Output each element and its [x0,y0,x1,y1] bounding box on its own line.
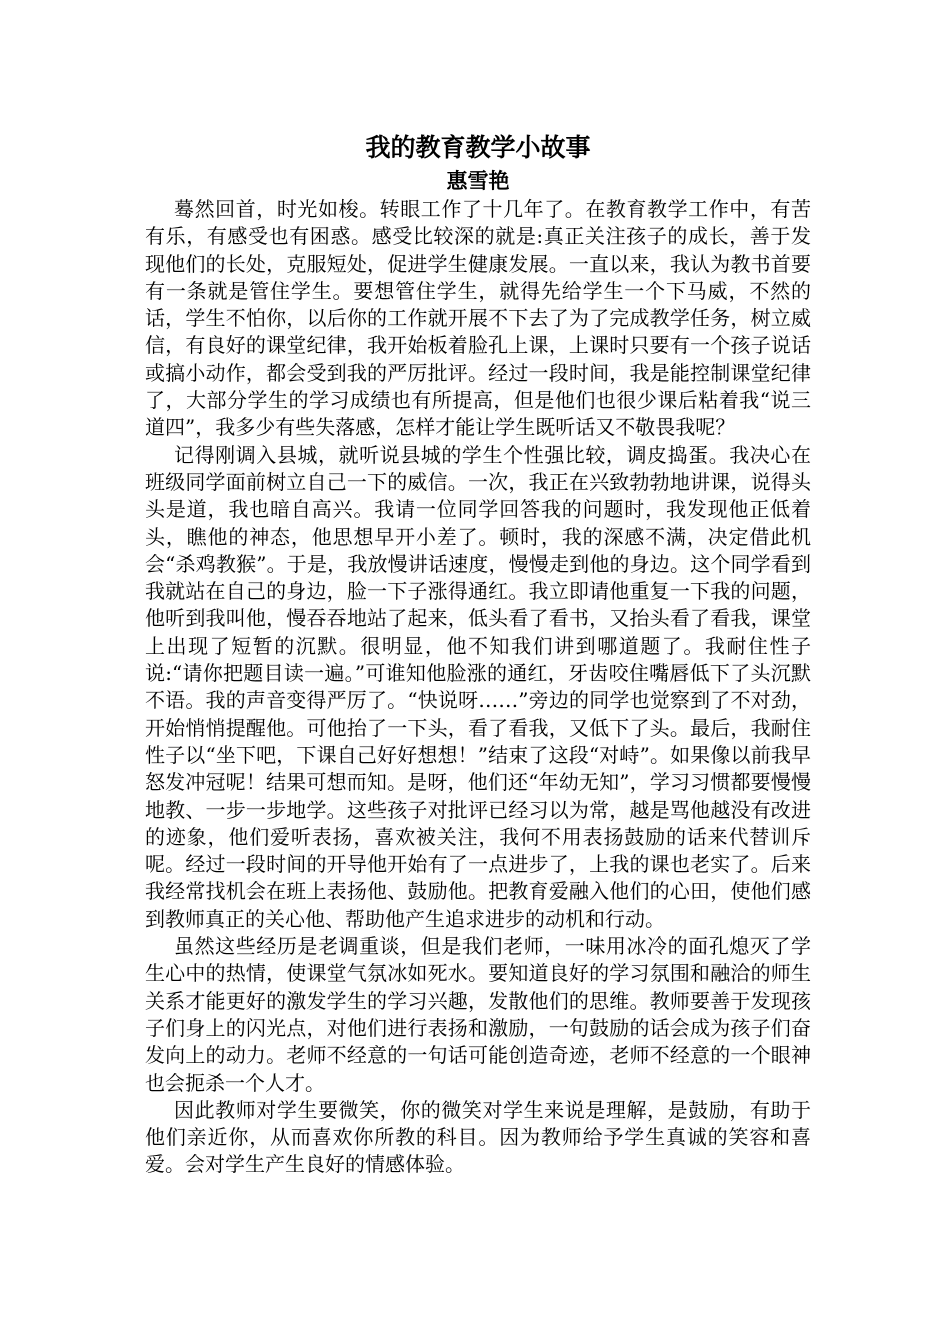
document-page [145,130,811,1179]
paragraph-4: 因此教师对学生要微笑，你的微笑对学生来说是理解，是鼓励，有助于他们亲近你，从而喜欢你所教的科目。因为教师给予学生真诚的笑容和喜爱。会对学生产生良好的情感体验。 [145,1097,811,1177]
paragraph-2: 记得刚调入县城，就听说县城的学生个性强比较，调皮捣蛋。我决心在班级同学面前树立自己一下的威信。一次，我正在兴致勃勃地讲课，说得头头是道，我也暗自高兴。我请一位同学回答我的问题时，我发现他正低着头，瞧他的神态，他思想早开小差了。顿时，我的深感不满，决定借此机会“杀鸡教猴”。于是，我放慢讲话速度，慢慢走到他的身边。这个同学看到我就站在自己的身边，脸一下子涨得通红。我立即请他重复一下我的问题，他听到我叫他，慢吞吞地站了起来，低头看了看书，又抬头看了看我，课堂上出现了短暂的沉默。很明显，他不知我们讲到哪道题了。我耐住性子说:“请你把题目读一遍。”可谁知他脸涨的通红，牙齿咬住嘴唇低下了头沉默不语。我的声音变得严厉了。“快说呀……”旁边的同学也觉察到了不对劲，开始悄悄提醒他。可他抬了一下头，看了看我，又低下了头。最后，我耐住性子以“坐下吧，下课自己好好想想！”结束了这段“对峙”。如果像以前我早怒发冲冠呢！结果可想而知。是呀，他们还“年幼无知”，学习习惯都要慢慢地教、一步一步地学。这些孩子对批评已经习以为常，越是骂他越没有改进的迹象，他们爱听表扬，喜欢被关注，我何不用表扬鼓励的话来代替训斥呢。经过一段时间的开导他开始有了一点进步了，上我的课也老实了。后来我经常找机会在班上表扬他、鼓励他。把教育爱融入他们的心田，使他们感到教师真正的关心他、帮助他产生追求进步的动机和行动。 [145,442,811,931]
author-name: 惠雪艳 [446,168,510,193]
paragraph-1: 蓦然回首，时光如梭。转眼工作了十几年了。在教育教学工作中，有苦有乐，有感受也有困惑。感受比较深的就是:真正关注孩子的成长，善于发现他们的长处，克服短处，促进学生健康发展。一直以来，我认为教书首要有一条就是管住学生。要想管住学生，就得先给学生一个下马威，不然的话，学生不怕你，以后你的工作就开展不下去了为了完成教学任务，树立威信，有良好的课堂纪律，我开始板着脸孔上课，上课时只要有一个孩子说话或搞小动作，都会受到我的严厉批评。经过一段时间，我是能控制课堂纪律了，大部分学生的学习成绩也有所提高，但是他们也很少课后粘着我“说三道四”，我多少有些失落感，怎样才能让学生既听话又不敬畏我呢？ [145,197,811,440]
document-title: 我的教育教学小故事 [365,133,591,162]
paragraph-3: 虽然这些经历是老调重谈，但是我们老师，一味用冰冷的面孔熄灭了学生心中的热情，使课堂气氛冰如死水。要知道良好的学习氛围和融洽的师生关系才能更好的激发学生的学习兴趣，发散他们的思维。教师要善于发现孩子们身上的闪光点，对他们进行表扬和激励，一句鼓励的话会成为孩子们奋发向上的动力。老师不经意的一句话可能创造奇迹，老师不经意的一个眼神也会扼杀一个人才。 [145,934,811,1095]
